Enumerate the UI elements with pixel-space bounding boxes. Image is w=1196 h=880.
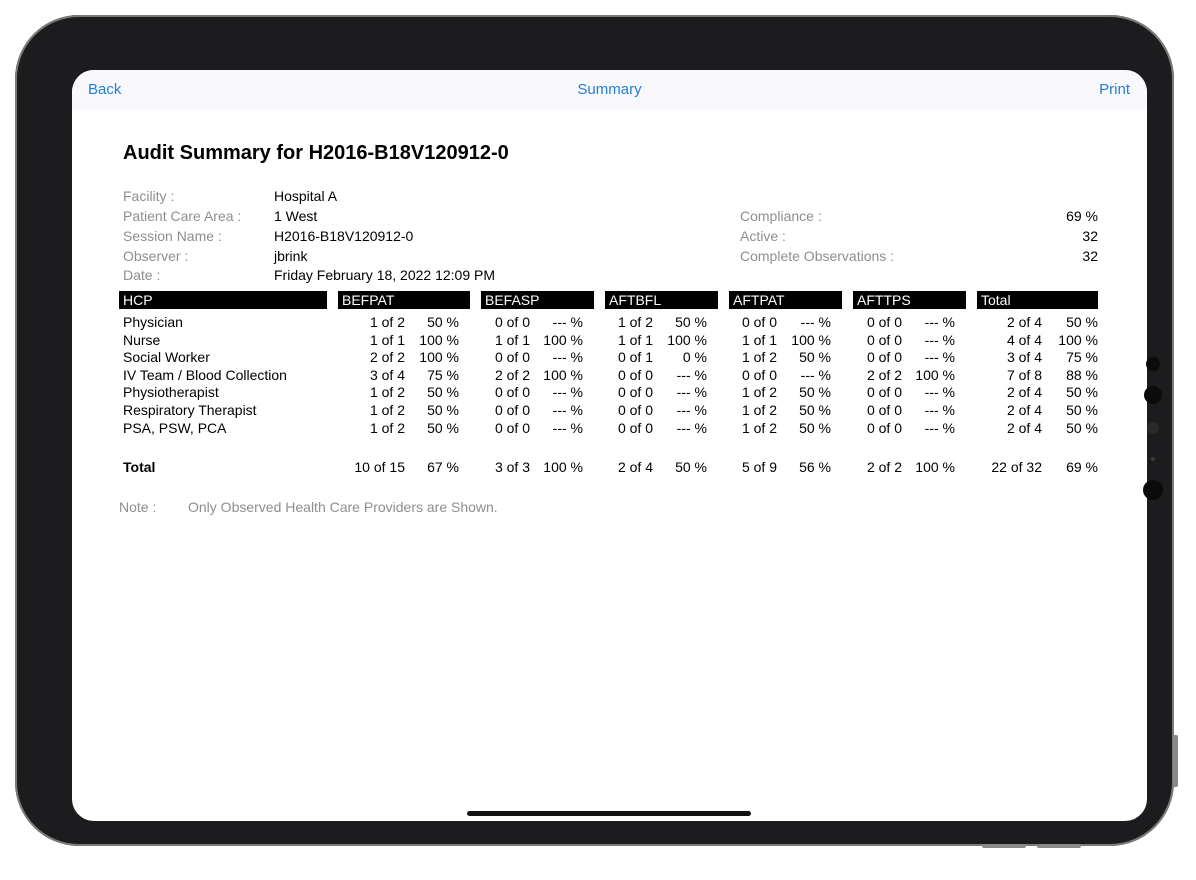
observed-count: 1 of 1 <box>369 332 405 348</box>
compliance-percent: --- % <box>552 420 583 436</box>
compliance-percent: 100 % <box>667 332 707 348</box>
observed-count: 2 of 4 <box>617 459 653 475</box>
compliance-percent: 50 % <box>1066 314 1098 330</box>
compliance-percent: --- % <box>924 384 955 400</box>
table-row <box>72 367 1147 384</box>
print-button[interactable]: Print <box>1099 81 1130 98</box>
column-header-afttps: AFTTPS <box>853 291 966 309</box>
compliance-percent: --- % <box>676 384 707 400</box>
hcp-name: Respiratory Therapist <box>123 402 257 418</box>
compliance-percent: --- % <box>676 367 707 383</box>
table-row <box>72 349 1147 366</box>
observed-count: 2 of 4 <box>1006 420 1042 436</box>
compliance-percent: --- % <box>800 367 831 383</box>
compliance-label: Compliance : <box>740 208 822 224</box>
complete-observations-value: 32 <box>1082 248 1098 264</box>
observed-count: 0 of 0 <box>866 384 902 400</box>
compliance-percent: 50 % <box>427 420 459 436</box>
compliance-percent: 88 % <box>1066 367 1098 383</box>
nav-title-wrap <box>72 81 1147 98</box>
compliance-percent: 50 % <box>799 349 831 365</box>
compliance-percent: 100 % <box>419 349 459 365</box>
compliance-percent: --- % <box>676 420 707 436</box>
observed-count: 0 of 0 <box>494 349 530 365</box>
compliance-percent: 75 % <box>427 367 459 383</box>
navigation-bar <box>72 70 1147 110</box>
observed-count: 22 of 32 <box>991 459 1042 475</box>
compliance-percent: 50 % <box>427 402 459 418</box>
compliance-percent: 100 % <box>791 332 831 348</box>
observed-count: 1 of 2 <box>369 420 405 436</box>
observed-count: 0 of 0 <box>494 402 530 418</box>
screen <box>72 70 1147 821</box>
observed-count: 0 of 0 <box>866 420 902 436</box>
compliance-percent: 50 % <box>427 384 459 400</box>
observed-count: 1 of 2 <box>369 402 405 418</box>
compliance-percent: 100 % <box>915 459 955 475</box>
care-area-label: Patient Care Area : <box>123 208 242 224</box>
report-title: Audit Summary for H2016-B18V120912-0 <box>123 142 509 164</box>
hcp-name: Social Worker <box>123 349 210 365</box>
observed-count: 1 of 2 <box>369 384 405 400</box>
note-label: Note : <box>119 499 157 515</box>
hcp-name: IV Team / Blood Collection <box>123 367 287 383</box>
observed-count: 0 of 0 <box>866 349 902 365</box>
compliance-percent: 100 % <box>543 367 583 383</box>
compliance-percent: --- % <box>552 349 583 365</box>
camera-lens-2 <box>1143 480 1163 500</box>
table-row <box>72 420 1147 437</box>
observed-count: 0 of 0 <box>494 420 530 436</box>
compliance-percent: 100 % <box>915 367 955 383</box>
ipad-frame <box>15 15 1174 846</box>
active-label: Active : <box>740 228 786 244</box>
hcp-name: PSA, PSW, PCA <box>123 420 227 436</box>
observed-count: 2 of 4 <box>1006 402 1042 418</box>
compliance-percent: 100 % <box>543 459 583 475</box>
observed-count: 4 of 4 <box>1006 332 1042 348</box>
observed-count: 0 of 0 <box>617 384 653 400</box>
observed-count: 0 of 0 <box>494 384 530 400</box>
compliance-percent: --- % <box>924 332 955 348</box>
camera-flash <box>1147 422 1159 434</box>
hcp-name: Physician <box>123 314 183 330</box>
table-total-row <box>72 459 1147 476</box>
compliance-percent: 50 % <box>1066 420 1098 436</box>
compliance-percent: --- % <box>924 420 955 436</box>
observed-count: 1 of 1 <box>741 332 777 348</box>
observed-count: 3 of 4 <box>369 367 405 383</box>
observed-count: 0 of 0 <box>617 420 653 436</box>
table-row <box>72 384 1147 401</box>
observed-count: 0 of 0 <box>494 314 530 330</box>
compliance-percent: --- % <box>924 402 955 418</box>
observed-count: 1 of 2 <box>617 314 653 330</box>
compliance-percent: 50 % <box>799 402 831 418</box>
home-indicator[interactable] <box>467 811 751 816</box>
volume-button-2 <box>1037 844 1081 848</box>
compliance-percent: 100 % <box>543 332 583 348</box>
compliance-percent: --- % <box>800 314 831 330</box>
table-row <box>72 332 1147 349</box>
microphone-dot <box>1151 457 1155 461</box>
compliance-percent: 50 % <box>427 314 459 330</box>
compliance-percent: 56 % <box>799 459 831 475</box>
compliance-percent: --- % <box>924 314 955 330</box>
volume-button-1 <box>982 844 1026 848</box>
compliance-percent: --- % <box>552 384 583 400</box>
observed-count: 1 of 2 <box>741 349 777 365</box>
facility-label: Facility : <box>123 188 175 204</box>
compliance-percent: 69 % <box>1066 459 1098 475</box>
observed-count: 2 of 2 <box>866 367 902 383</box>
camera-lens <box>1144 386 1162 404</box>
compliance-percent: 100 % <box>419 332 459 348</box>
column-header-total: Total <box>977 291 1098 309</box>
observed-count: 0 of 0 <box>866 332 902 348</box>
compliance-percent: 50 % <box>799 420 831 436</box>
complete-observations-label: Complete Observations : <box>740 248 895 264</box>
observed-count: 0 of 1 <box>617 349 653 365</box>
compliance-percent: 67 % <box>427 459 459 475</box>
observed-count: 0 of 0 <box>866 402 902 418</box>
observed-count: 0 of 0 <box>617 367 653 383</box>
session-name-label: Session Name : <box>123 228 222 244</box>
observed-count: 2 of 4 <box>1006 384 1042 400</box>
observed-count: 1 of 1 <box>494 332 530 348</box>
compliance-percent: 100 % <box>1058 332 1098 348</box>
observed-count: 3 of 4 <box>1006 349 1042 365</box>
back-button[interactable]: Back <box>88 81 122 98</box>
total-row-label: Total <box>123 459 156 475</box>
observed-count: 10 of 15 <box>354 459 405 475</box>
side-button <box>1173 735 1178 787</box>
compliance-percent: 0 % <box>682 349 707 365</box>
observed-count: 0 of 0 <box>617 402 653 418</box>
hcp-name: Physiotherapist <box>123 384 219 400</box>
observed-count: 1 of 1 <box>617 332 653 348</box>
column-header-aftpat: AFTPAT <box>729 291 842 309</box>
observed-count: 3 of 3 <box>494 459 530 475</box>
observed-count: 1 of 2 <box>741 384 777 400</box>
date-value: Friday February 18, 2022 12:09 PM <box>274 267 496 283</box>
active-value: 32 <box>1082 228 1098 244</box>
column-header-aftbfl: AFTBFL <box>605 291 718 309</box>
compliance-percent: 50 % <box>1066 384 1098 400</box>
table-row <box>72 314 1147 331</box>
nav-title: Summary <box>577 81 642 98</box>
column-header-befasp: BEFASP <box>481 291 594 309</box>
compliance-percent: 50 % <box>675 459 707 475</box>
compliance-percent: 50 % <box>1066 402 1098 418</box>
compliance-value: 69 % <box>1066 208 1098 224</box>
compliance-percent: --- % <box>552 314 583 330</box>
compliance-percent: 50 % <box>799 384 831 400</box>
observed-count: 0 of 0 <box>741 314 777 330</box>
sensor-dot <box>1146 357 1160 371</box>
observed-count: 2 of 2 <box>866 459 902 475</box>
compliance-percent: 50 % <box>675 314 707 330</box>
table-row <box>72 402 1147 419</box>
observer-label: Observer : <box>123 248 189 264</box>
observed-count: 1 of 2 <box>741 420 777 436</box>
observed-count: 5 of 9 <box>741 459 777 475</box>
observed-count: 2 of 2 <box>369 349 405 365</box>
compliance-percent: --- % <box>552 402 583 418</box>
observed-count: 0 of 0 <box>866 314 902 330</box>
facility-value: Hospital A <box>274 188 338 204</box>
column-header-hcp: HCP <box>119 291 327 309</box>
session-name-value: H2016-B18V120912-0 <box>274 228 414 244</box>
observed-count: 7 of 8 <box>1006 367 1042 383</box>
compliance-percent: --- % <box>924 349 955 365</box>
hcp-name: Nurse <box>123 332 161 348</box>
note-text: Only Observed Health Care Providers are Shown. <box>188 499 498 515</box>
observer-value: jbrink <box>274 248 308 264</box>
column-header-befpat: BEFPAT <box>338 291 470 309</box>
compliance-percent: --- % <box>676 402 707 418</box>
date-label: Date : <box>123 267 161 283</box>
observed-count: 1 of 2 <box>369 314 405 330</box>
observed-count: 0 of 0 <box>741 367 777 383</box>
care-area-value: 1 West <box>274 208 318 224</box>
observed-count: 1 of 2 <box>741 402 777 418</box>
compliance-percent: 75 % <box>1066 349 1098 365</box>
observed-count: 2 of 2 <box>494 367 530 383</box>
observed-count: 2 of 4 <box>1006 314 1042 330</box>
